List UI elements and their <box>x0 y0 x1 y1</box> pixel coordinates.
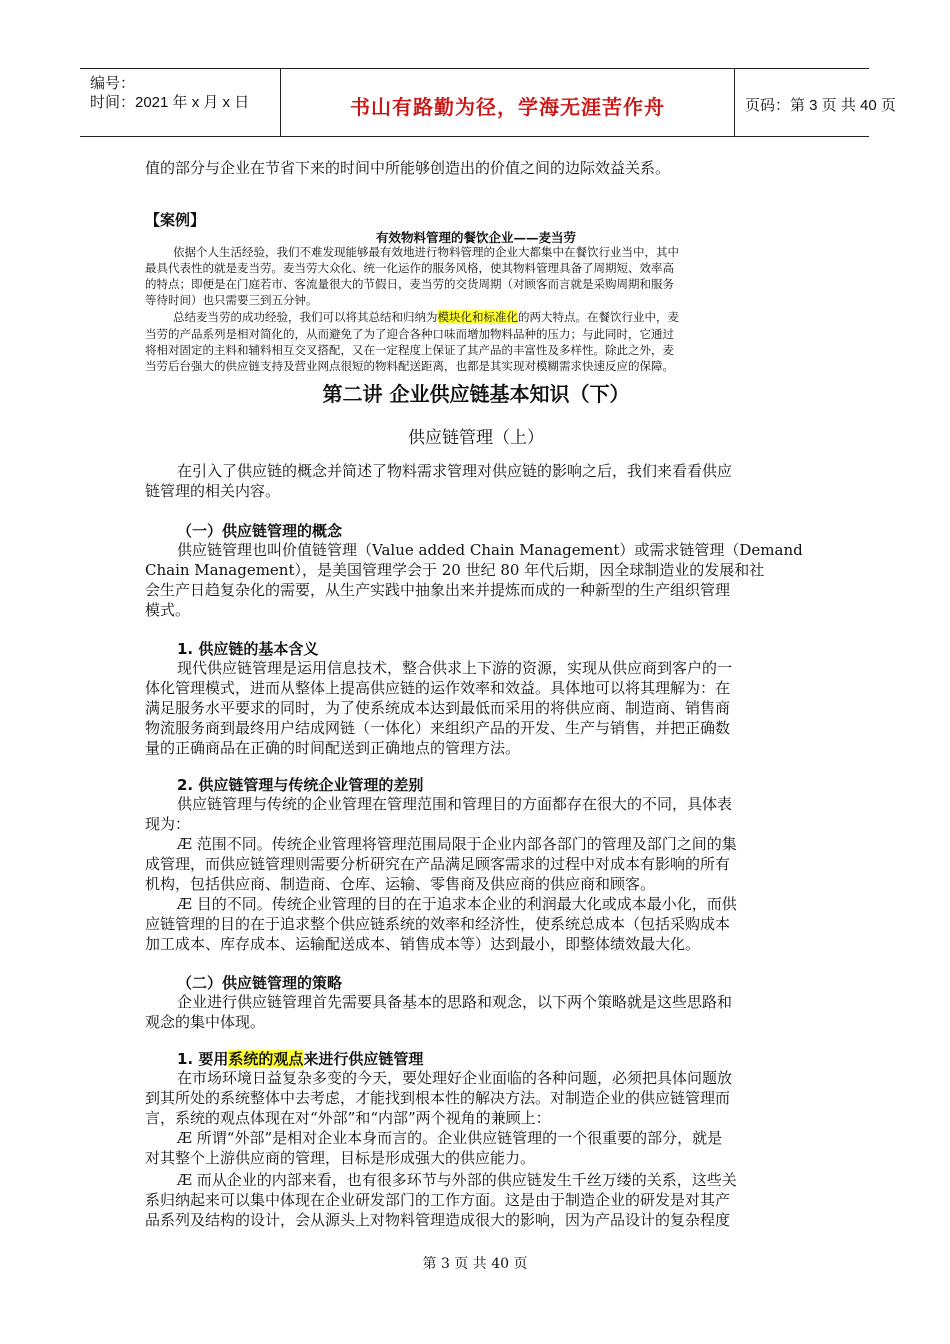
paragraph-line: 加工成本、库存成本、运输配送成本、销售成本等）达到最小，即整体绩效最大化。 <box>145 935 701 953</box>
paragraph-line: 体化管理模式，进而从整体上提高供应链的运作效率和效益。具体地可以将其理解为：在 <box>145 679 731 697</box>
paragraph-line: Æ 所谓“外部”是相对企业本身而言的。企业供应链管理的一个很重要的部分，就是 <box>177 1129 723 1147</box>
date-label: 时间：2021 年 x 月 x 日 <box>90 94 250 111</box>
highlight-text: 模块化和标准化 <box>437 310 518 324</box>
subheading-1: 1. 供应链的基本含义 <box>177 640 319 658</box>
paragraph-line: Chain Management），是美国管理学会于 20 世纪 80 年代后期，因全球制造业的发展和社 <box>145 561 765 579</box>
case-p2-line <box>145 310 807 325</box>
paragraph-line: 量的正确商品在正确的时间配送到正确地点的管理方法。 <box>145 739 521 757</box>
paragraph-line: 系归纳起来可以集中体现在企业研发部门的工作方面。这是由于制造企业的研发是对其产 <box>145 1191 731 1209</box>
paragraph-line: 模式。 <box>145 601 191 619</box>
case-p2-text: 总结麦当劳的成功经验，我们可以将其总结和归纳为 <box>173 310 438 324</box>
paragraph-line: 链管理的相关内容。 <box>145 482 281 500</box>
case-title: 有效物料管理的餐饮企业——麦当劳 <box>375 230 576 245</box>
paragraph-line: 成管理，而供应链管理则需要分析研究在产品满足顾客需求的过程中对成本有影响的所有 <box>145 855 731 873</box>
lecture-title: 第二讲 企业供应链基本知识（下） <box>322 382 630 406</box>
serial-label: 编号： <box>90 75 136 92</box>
section-heading-2: （二）供应链管理的策略 <box>177 974 343 992</box>
paragraph-line: 物流服务商到最终用户结成网链（一体化）来组织产品的开发、生产与销售，并把正确数 <box>145 719 731 737</box>
case-p2-line: 当劳后台强大的供应链支持及营业网点很短的物料配送距离，也都是其实现对模糊需求快速反应的保障。 <box>145 359 674 373</box>
header-motto-cell <box>280 69 735 136</box>
paragraph-line: 到其所处的系统整体中去考虑，才能找到根本性的解决方法。对制造企业的供应链管理而 <box>145 1089 731 1107</box>
subheading-3-text: 来进行供应链管理 <box>303 1050 424 1068</box>
paragraph-line: 会生产日趋复杂化的需要，从生产实践中抽象出来并提炼而成的一种新型的生产组织管理 <box>145 581 731 599</box>
case-p2-text: 的两大特点。在餐饮行业中，麦 <box>518 310 679 324</box>
header-left-cell <box>80 69 280 136</box>
paragraph-line: 企业进行供应链管理首先需要具备基本的思路和观念，以下两个策略就是这些思路和 <box>177 993 733 1011</box>
intro-line: 值的部分与企业在节省下来的时间中所能够创造出的价值之间的边际效益关系。 <box>145 159 671 177</box>
case-p1-line: 的特点；即便是在门庭若市、客流量很大的节假日，麦当劳的交货周期（对顾客而言就是采购周期和服务 <box>145 277 674 291</box>
paragraph-line: Æ 目的不同。传统企业管理的目的在于追求本企业的利润最大化或成本最小化，而供 <box>177 895 737 913</box>
paragraph-line: Æ 范围不同。传统企业管理将管理范围局限于企业内部各部门的管理及部门之间的集 <box>177 835 737 853</box>
paragraph-line: 观念的集中体现。 <box>145 1013 266 1031</box>
case-p1-line: 最具代表性的就是麦当劳。麦当劳大众化、统一化运作的服务风格，使其物料管理具备了周期短、效率高 <box>145 261 674 275</box>
subheading-3-text: 1. 要用 <box>177 1050 229 1068</box>
header-page-cell <box>735 69 896 136</box>
section-heading-1: （一）供应链管理的概念 <box>177 522 343 540</box>
case-p1-line: 依据个人生活经验，我们不难发现能够最有效地进行物料管理的企业大都集中在餐饮行业当中，其中 <box>173 245 679 259</box>
paragraph-line: 言，系统的观点体现在对“外部”和“内部”两个视角的兼顾上： <box>145 1109 551 1127</box>
paragraph-line: 现为： <box>145 815 191 833</box>
subheading-3 <box>177 1048 423 1069</box>
motto: 书山有路勤为径，学海无涯苦作舟 <box>350 95 665 119</box>
page-label: 页码：第 3 页 共 40 页 <box>745 97 896 114</box>
paragraph-line: 在市场环境日益复杂多变的今天，要处理好企业面临的各种问题，必须把具体问题放 <box>177 1069 733 1087</box>
case-label: 【案例】 <box>145 211 206 229</box>
case-p1-line: 等待时间）也只需要三到五分钟。 <box>145 293 318 307</box>
section-subtitle: 供应链管理（上） <box>408 428 544 448</box>
paragraph-line: 应链管理的目的在于追求整个供应链系统的效率和经济性，使系统总成本（包括采购成本 <box>145 915 731 933</box>
paragraph-line: 机构，包括供应商、制造商、仓库、运输、零售商及供应商的供应商和顾客。 <box>145 875 656 893</box>
paragraph-line: 供应链管理与传统的企业管理在管理范围和管理目的方面都存在很大的不同，具体表 <box>177 795 733 813</box>
case-p2-line: 当劳的产品系列是相对简化的，从而避免了为了迎合各种口味而增加物料品种的压力；与此同时，它通过 <box>145 327 674 341</box>
paragraph-line: 对其整个上游供应商的管理，目标是形成强大的供应能力。 <box>145 1149 536 1167</box>
paragraph-line: 在引入了供应链的概念并简述了物料需求管理对供应链的影响之后，我们来看看供应 <box>177 462 733 480</box>
paragraph-line: 现代供应链管理是运用信息技术，整合供求上下游的资源，实现从供应商到客户的一 <box>177 659 733 677</box>
page-footer: 第 3 页 共 40 页 <box>422 1256 528 1272</box>
page-header <box>80 68 896 137</box>
case-p2-line: 将相对固定的主料和辅料相互交叉搭配，又在一定程度上保证了其产品的丰富性及多样性。除此之外，麦 <box>145 343 674 357</box>
paragraph-line: 满足服务水平要求的同时，为了使系统成本达到最低而采用的将供应商、制造商、销售商 <box>145 699 731 717</box>
paragraph-line: 供应链管理也叫价值链管理（Value added Chain Management）或需求链管理（Demand <box>177 541 803 559</box>
subheading-2: 2. 供应链管理与传统企业管理的差别 <box>177 776 424 794</box>
highlight-text: 系统的观点 <box>228 1050 304 1068</box>
paragraph-line: 品系列及结构的设计，会从源头上对物料管理造成很大的影响，因为产品设计的复杂程度 <box>145 1211 731 1229</box>
paragraph-line: Æ 而从企业的内部来看，也有很多环节与外部的供应链发生千丝万缕的关系，这些关 <box>177 1171 737 1189</box>
